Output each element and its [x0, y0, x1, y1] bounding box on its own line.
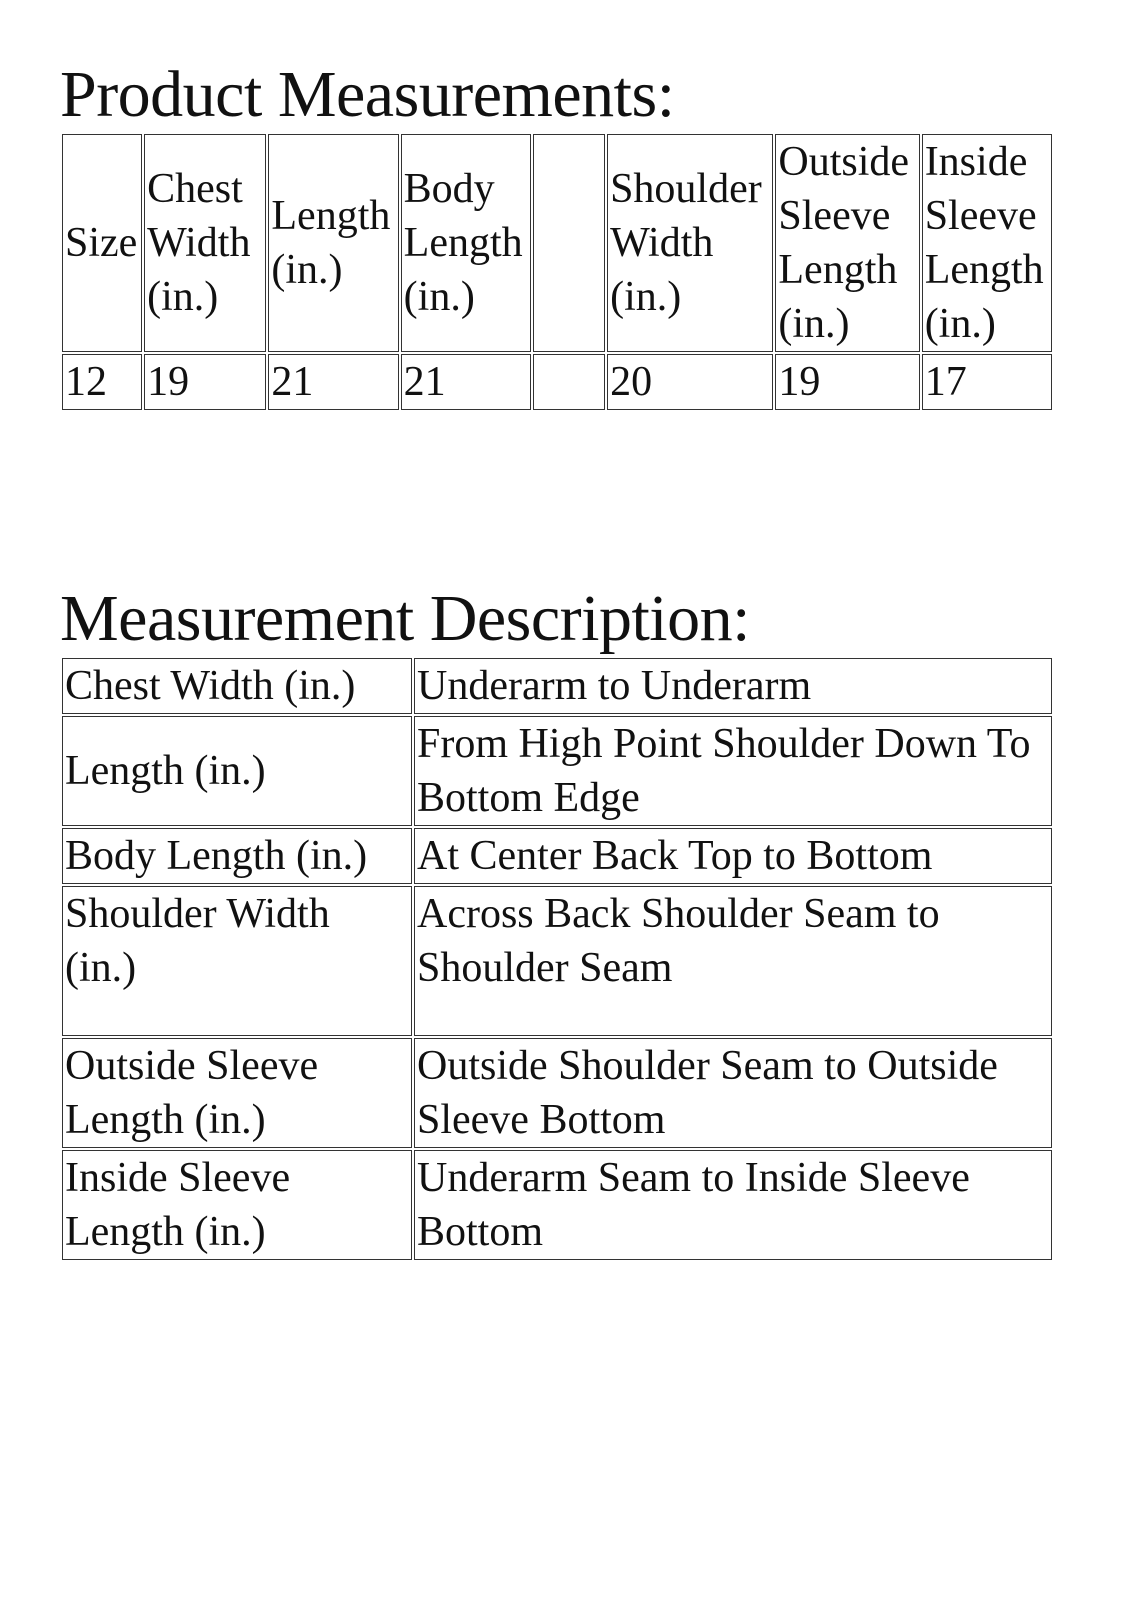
- term-chest-width: Chest Width (in.): [62, 658, 412, 714]
- table-row: [62, 1150, 1052, 1260]
- product-measurements-title: Product Measurements:: [60, 58, 675, 131]
- desc-body-length: At Center Back Top to Bottom: [414, 828, 1052, 884]
- cell-shoulder-width: 20: [607, 354, 773, 410]
- table-row: [62, 886, 1052, 1036]
- desc-inside-sleeve-length: Underarm Seam to Inside Sleeve Bottom: [414, 1150, 1052, 1260]
- cell-chest-width: 19: [144, 354, 266, 410]
- table-row: [62, 658, 1052, 714]
- cell-length: 21: [268, 354, 398, 410]
- term-shoulder-width: Shoulder Width (in.): [62, 886, 412, 1036]
- desc-chest-width: Underarm to Underarm: [414, 658, 1052, 714]
- header-shoulder-width: Shoulder Width (in.): [607, 134, 773, 352]
- cell-size: 12: [62, 354, 142, 410]
- table-row: [62, 716, 1052, 826]
- cell-blank: [533, 354, 605, 410]
- cell-outside-sleeve-length: 19: [775, 354, 919, 410]
- cell-body-length: 21: [401, 354, 531, 410]
- cell-inside-sleeve-length: 17: [922, 354, 1052, 410]
- product-measurements-table: [60, 132, 1054, 412]
- desc-outside-sleeve-length: Outside Shoulder Seam to Outside Sleeve Bottom: [414, 1038, 1052, 1148]
- table-row: [62, 354, 1052, 410]
- table-row: [62, 828, 1052, 884]
- measurement-description-table: [60, 656, 1054, 1262]
- table-header-row: [62, 134, 1052, 352]
- desc-shoulder-width: Across Back Shoulder Seam to Shoulder Seam: [414, 886, 1052, 1036]
- header-length: Length (in.): [268, 134, 398, 352]
- header-inside-sleeve-length: Inside Sleeve Length (in.): [922, 134, 1052, 352]
- header-outside-sleeve-length: Outside Sleeve Length (in.): [775, 134, 919, 352]
- term-outside-sleeve-length: Outside Sleeve Length (in.): [62, 1038, 412, 1148]
- header-chest-width: Chest Width (in.): [144, 134, 266, 352]
- header-body-length: Body Length (in.): [401, 134, 531, 352]
- term-length: Length (in.): [62, 716, 412, 826]
- header-blank: [533, 134, 605, 352]
- term-inside-sleeve-length: Inside Sleeve Length (in.): [62, 1150, 412, 1260]
- table-row: [62, 1038, 1052, 1148]
- measurement-description-title: Measurement Description:: [60, 582, 750, 655]
- desc-length: From High Point Shoulder Down To Bottom Edge: [414, 716, 1052, 826]
- term-body-length: Body Length (in.): [62, 828, 412, 884]
- header-size: Size: [62, 134, 142, 352]
